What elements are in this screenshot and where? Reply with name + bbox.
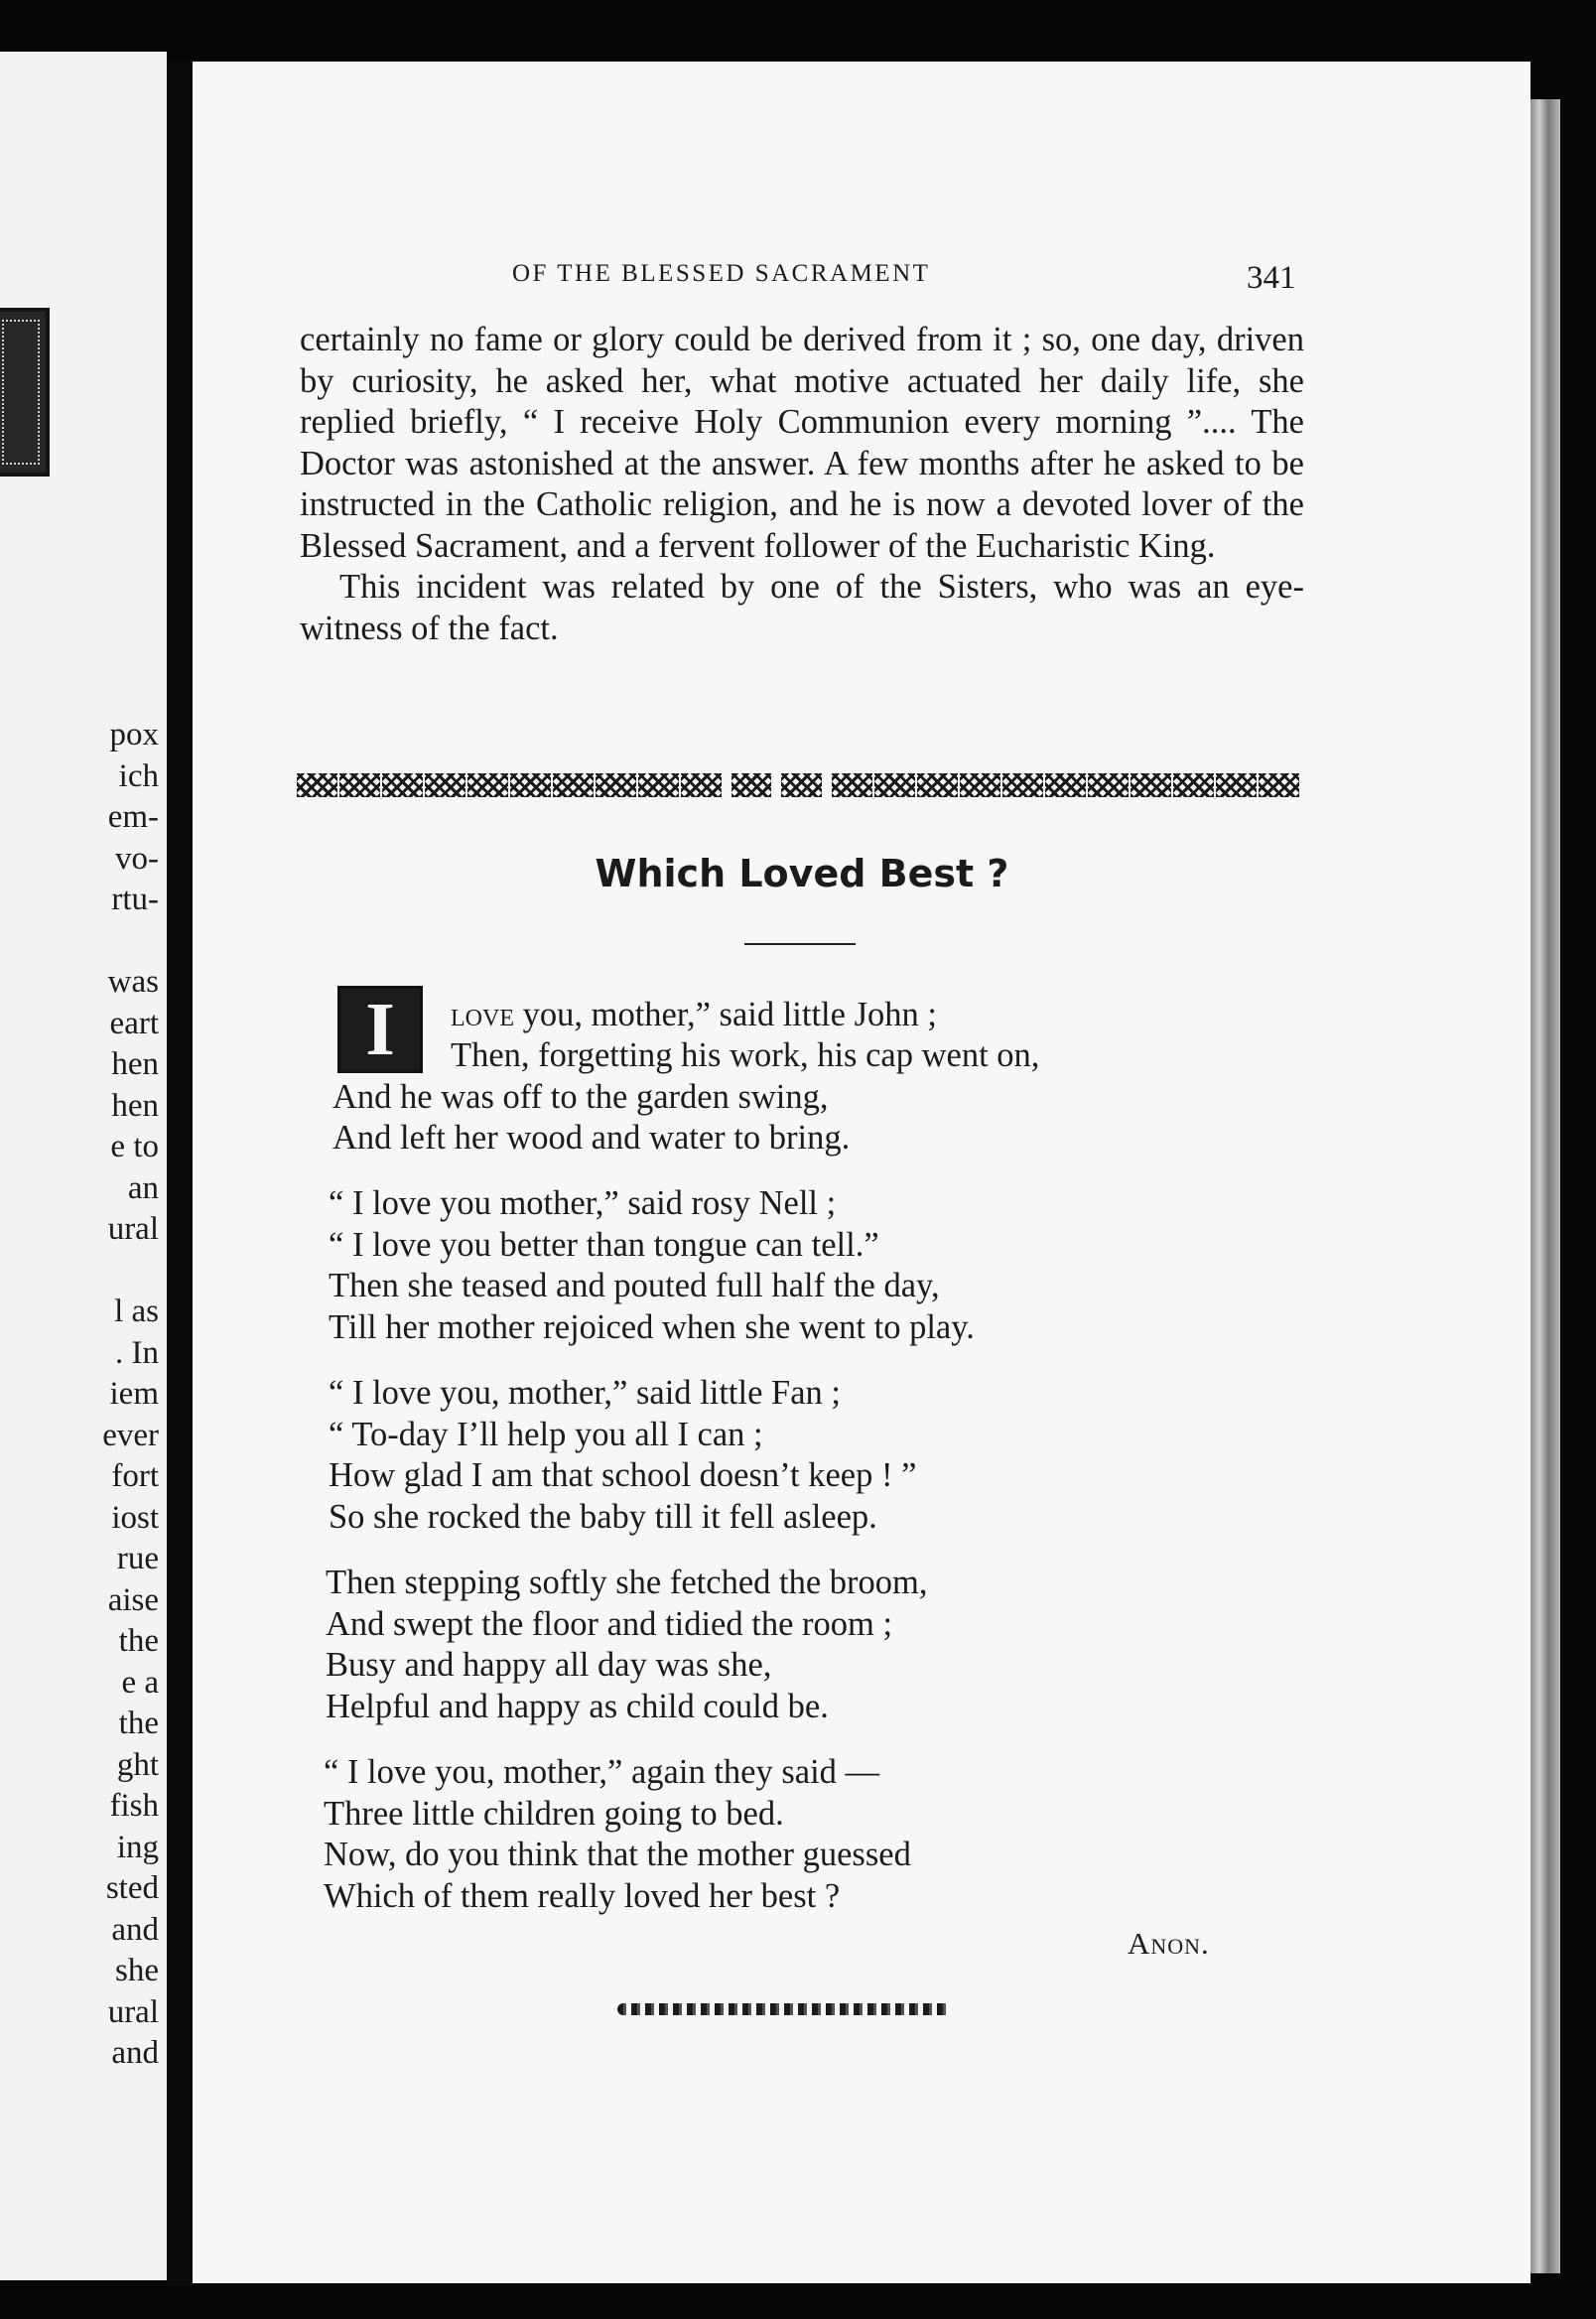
poem-line: Till her mother rejoiced when she went to play. <box>329 1308 975 1346</box>
left-page-line: sted <box>105 1870 159 1906</box>
fleuron <box>1045 773 1086 797</box>
poem-line: Three little children going to bed. <box>324 1795 784 1833</box>
book-spine <box>167 62 193 2285</box>
fleuron <box>1216 773 1257 797</box>
poem-line: “ I love you better than tongue can tell.” <box>329 1226 879 1264</box>
poem-line: And left her wood and water to bring. <box>332 1119 851 1157</box>
poem-line: And he was off to the garden swing, <box>332 1078 829 1116</box>
left-page-line: she <box>115 1953 159 1988</box>
poem-line: So she rocked the baby till it fell asleep. <box>329 1498 877 1536</box>
fleuron <box>596 773 636 797</box>
left-page-line: was <box>107 964 159 1000</box>
fleuron <box>874 773 915 797</box>
ornamental-divider <box>296 770 1300 800</box>
page-edge <box>1530 99 1560 2273</box>
left-page-line: ich <box>118 757 159 794</box>
fleuron <box>681 773 722 797</box>
left-page-line: hen <box>111 1046 159 1082</box>
fleuron <box>425 773 466 797</box>
fleuron <box>917 773 958 797</box>
fleuron <box>638 773 679 797</box>
ornament-block <box>0 308 50 477</box>
left-page-line: and <box>111 2035 159 2071</box>
left-page-fragment <box>0 52 167 2280</box>
paragraph: certainly no fame or glory could be derived from it ; so, one day, driven by curiosity, he asked her, what motive actuated her daily life, she replied briefly, “ I receive Holy Communion every morning ”.... The Doctor was astonished at the answer. A few months after he asked to be instructed in the Catholic religion, and he is now a devoted lover of the Blessed Sacrament, and a fervent follower of the Eucharistic King. <box>300 321 1304 565</box>
tailpiece-ornament <box>617 2003 951 2015</box>
fleuron <box>832 773 872 797</box>
fleuron <box>382 773 423 797</box>
left-page-line: rtu- <box>111 882 159 917</box>
fleuron <box>297 773 337 797</box>
fleuron <box>1130 773 1171 797</box>
left-page-line: vo- <box>115 840 159 877</box>
fleuron <box>467 773 508 797</box>
fleuron <box>1259 773 1299 797</box>
fleuron <box>339 773 380 797</box>
page-number: 341 <box>1247 260 1296 296</box>
poem-line: love you, mother,” said little John ; <box>451 996 937 1033</box>
left-page-line: pox <box>109 717 159 752</box>
left-page-line: l as <box>114 1294 159 1329</box>
left-page-line: rue <box>116 1541 159 1576</box>
left-page-line: ght <box>116 1746 159 1783</box>
left-page-line: ever <box>102 1417 159 1453</box>
divider-gap <box>773 773 779 797</box>
left-page-line: hen <box>111 1087 159 1124</box>
left-page-line: e to <box>110 1129 159 1164</box>
left-page-line: iem <box>109 1376 159 1412</box>
left-page-line: fort <box>111 1458 159 1494</box>
attribution: Anon. <box>1128 1926 1210 1961</box>
left-page-line: ural <box>107 1211 159 1247</box>
left-page-line: fish <box>109 1788 159 1824</box>
paragraph: This incident was related by one of the Sisters, who was an eye-witness of the fact. <box>300 568 1304 647</box>
left-page-line: . In <box>115 1334 159 1371</box>
fleuron <box>732 773 772 797</box>
fleuron <box>510 773 551 797</box>
prose-text <box>300 320 1304 649</box>
left-page-line: an <box>127 1169 159 1206</box>
left-page-line: aise <box>107 1581 159 1618</box>
poem-line: “ I love you, mother,” said little Fan ; <box>329 1374 842 1412</box>
poem-title: Which Loved Best ? <box>595 852 1009 895</box>
left-page-line: eart <box>109 1005 159 1041</box>
poem-line: How glad I am that school doesn’t keep ! ” <box>329 1456 917 1494</box>
poem-line: Then, forgetting his work, his cap went on, <box>451 1036 1040 1074</box>
poem-line: And swept the floor and tidied the room ; <box>326 1605 893 1643</box>
divider-gap <box>824 773 830 797</box>
fleuron <box>960 773 1000 797</box>
poem-line: Now, do you think that the mother guessed <box>324 1836 911 1873</box>
divider-gap <box>724 773 730 797</box>
fleuron <box>1002 773 1043 797</box>
left-page-line: ing <box>116 1829 159 1865</box>
poem-line: Then stepping softly she fetched the broom, <box>326 1564 928 1601</box>
poem-line: Helpful and happy as child could be. <box>326 1688 829 1725</box>
poem-line: “ I love you mother,” said rosy Nell ; <box>329 1184 837 1222</box>
fleuron <box>1088 773 1129 797</box>
left-page-line: ural <box>107 1993 159 2030</box>
left-page-line: and <box>111 1911 159 1948</box>
poem-line: “ To-day I’ll help you all I can ; <box>329 1416 763 1453</box>
left-page-line: em- <box>107 799 159 835</box>
left-page-line: the <box>118 1623 159 1659</box>
fleuron <box>553 773 594 797</box>
left-page-text <box>102 715 159 2075</box>
fleuron <box>1173 773 1214 797</box>
left-page-line <box>102 921 159 963</box>
left-page-line: iost <box>111 1499 159 1536</box>
running-head: OF THE BLESSED SACRAMENT <box>512 260 931 287</box>
title-rule <box>744 943 856 945</box>
left-page-line: e a <box>121 1664 159 1701</box>
fleuron <box>781 773 822 797</box>
poem-line: Which of them really loved her best ? <box>324 1877 841 1915</box>
left-page-line: the <box>118 1705 159 1741</box>
poem-line: Then she teased and pouted full half the day, <box>329 1267 940 1304</box>
left-page-line <box>102 1251 159 1293</box>
poem-line: Busy and happy all day was she, <box>326 1646 772 1684</box>
drop-cap: I <box>337 986 423 1073</box>
poem-line: “ I love you, mother,” again they said — <box>324 1753 880 1791</box>
